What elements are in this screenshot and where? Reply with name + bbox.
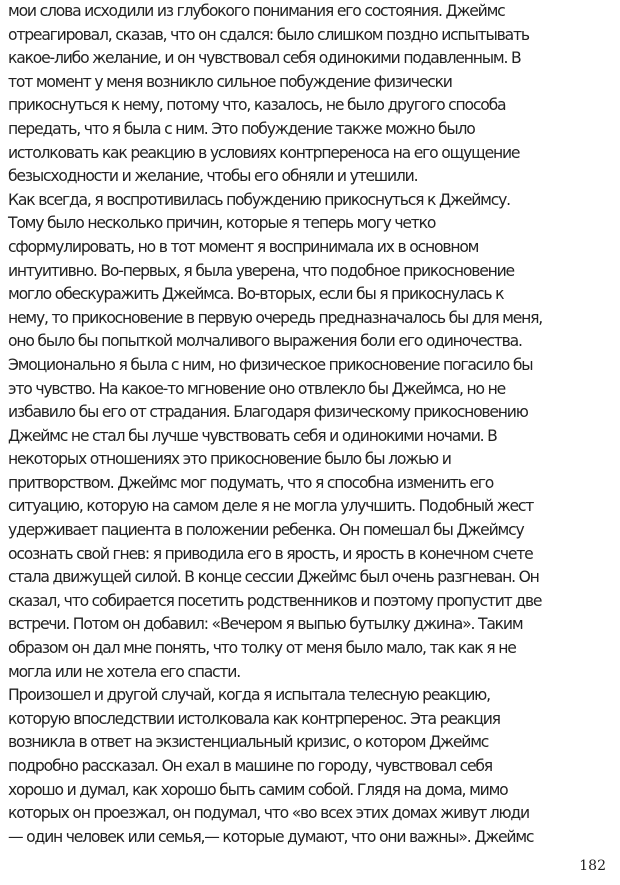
text-line: интуитивно. Во-первых, я была уверена, что подобное прикосновение	[8, 261, 514, 280]
text-line: стала движущей силой. В конце сессии Джеймс был очень разгневан. Он	[8, 568, 539, 587]
text-line: передать, что я была с ним. Это побуждение также можно было	[8, 119, 475, 138]
text-line: удерживает пациента в положении ребенка. Он помешал бы Джеймсу	[8, 521, 524, 540]
text-line: могла или не хотела его спасти.	[8, 662, 240, 681]
text-line: сказал, что собирается посетить родственников и поэтому пропустит две	[8, 591, 542, 610]
text-line: мои слова исходили из глубокого понимания его состояния. Джеймс	[8, 2, 505, 20]
text-line: — один человек или семья,— которые думают, что они важны». Джеймс	[8, 827, 534, 846]
text-line: оно было бы попыткой молчаливого выражения боли его одиночества.	[8, 332, 522, 351]
text-line: некоторых отношениях это прикосновение было бы ложью и	[8, 450, 451, 469]
text-line: Эмоционально я была с ним, но физическое прикосновение погасило бы	[8, 355, 533, 374]
text-line: Джеймс не стал бы лучше чувствовать себя и одинокими ночами. В	[8, 426, 497, 445]
text-line: отреагировал, сказав, что он сдался: было слишком поздно испытывать	[8, 25, 529, 44]
text-line: могло обескуражить Джеймса. Во-вторых, если бы я прикоснулась к	[8, 285, 504, 304]
text-line: нему, то прикосновение в первую очередь предназначалось бы для меня,	[8, 308, 543, 327]
text-line: осознать свой гнев: я приводила его в ярость, и ярость в конечном счете	[8, 544, 533, 563]
text-line: встречи. Потом он добавил: «Вечером я выпью бутылку джина». Таким	[8, 615, 523, 634]
text-line: которую впоследствии истолковала как контрперенос. Эта реакция	[8, 709, 500, 728]
text-line: какое-либо желание, и он чувствовал себя одинокими подавленным. В	[8, 49, 521, 68]
text-line: хорошо и думал, как хорошо быть самим собой. Глядя на дома, мимо	[8, 780, 508, 799]
text-line: тот момент у меня возникло сильное побуждение физически	[8, 72, 452, 91]
text-line: образом он дал мне понять, что толку от меня было мало, так как я не	[8, 639, 516, 658]
text-line: Как всегда, я воспротивилась побуждению прикоснуться к Джеймсу.	[8, 190, 510, 209]
text-line: истолковать как реакцию в условиях контрпереноса на его ощущение	[8, 143, 520, 162]
text-line: избавило бы его от страдания. Благодаря физическому прикосновению	[8, 403, 528, 422]
body-text	[8, 0, 620, 849]
page-number: 182	[579, 858, 606, 874]
text-line: притворством. Джеймс мог подумать, что я способна изменить его	[8, 473, 494, 492]
text-line: возникла в ответ на экзистенциальный кризис, о котором Джеймс	[8, 733, 489, 752]
text-line: сформулировать, но в тот момент я воспринимала их в основном	[8, 237, 479, 256]
text-line: подробно рассказал. Он ехал в машине по городу, чувствовал себя	[8, 757, 492, 775]
text-line: безысходности и желание, чтобы его обняли и утешили.	[8, 167, 418, 186]
text-line: прикоснуться к нему, потому что, казалось, не было другого способа	[8, 96, 506, 115]
text-line: Произошел и другой случай, когда я испытала телесную реакцию,	[8, 686, 490, 705]
text-line: Тому было несколько причин, которые я теперь могу четко	[8, 214, 436, 233]
text-line: которых он проезжал, он подумал, что «во всех этих домах живут люди	[8, 804, 529, 823]
text-line: ситуацию, которую на самом деле я не могла улучшить. Подобный жест	[8, 497, 534, 516]
text-line: это чувство. На какое-то мгновение оно отвлекло бы Джеймса, но не	[8, 379, 506, 398]
